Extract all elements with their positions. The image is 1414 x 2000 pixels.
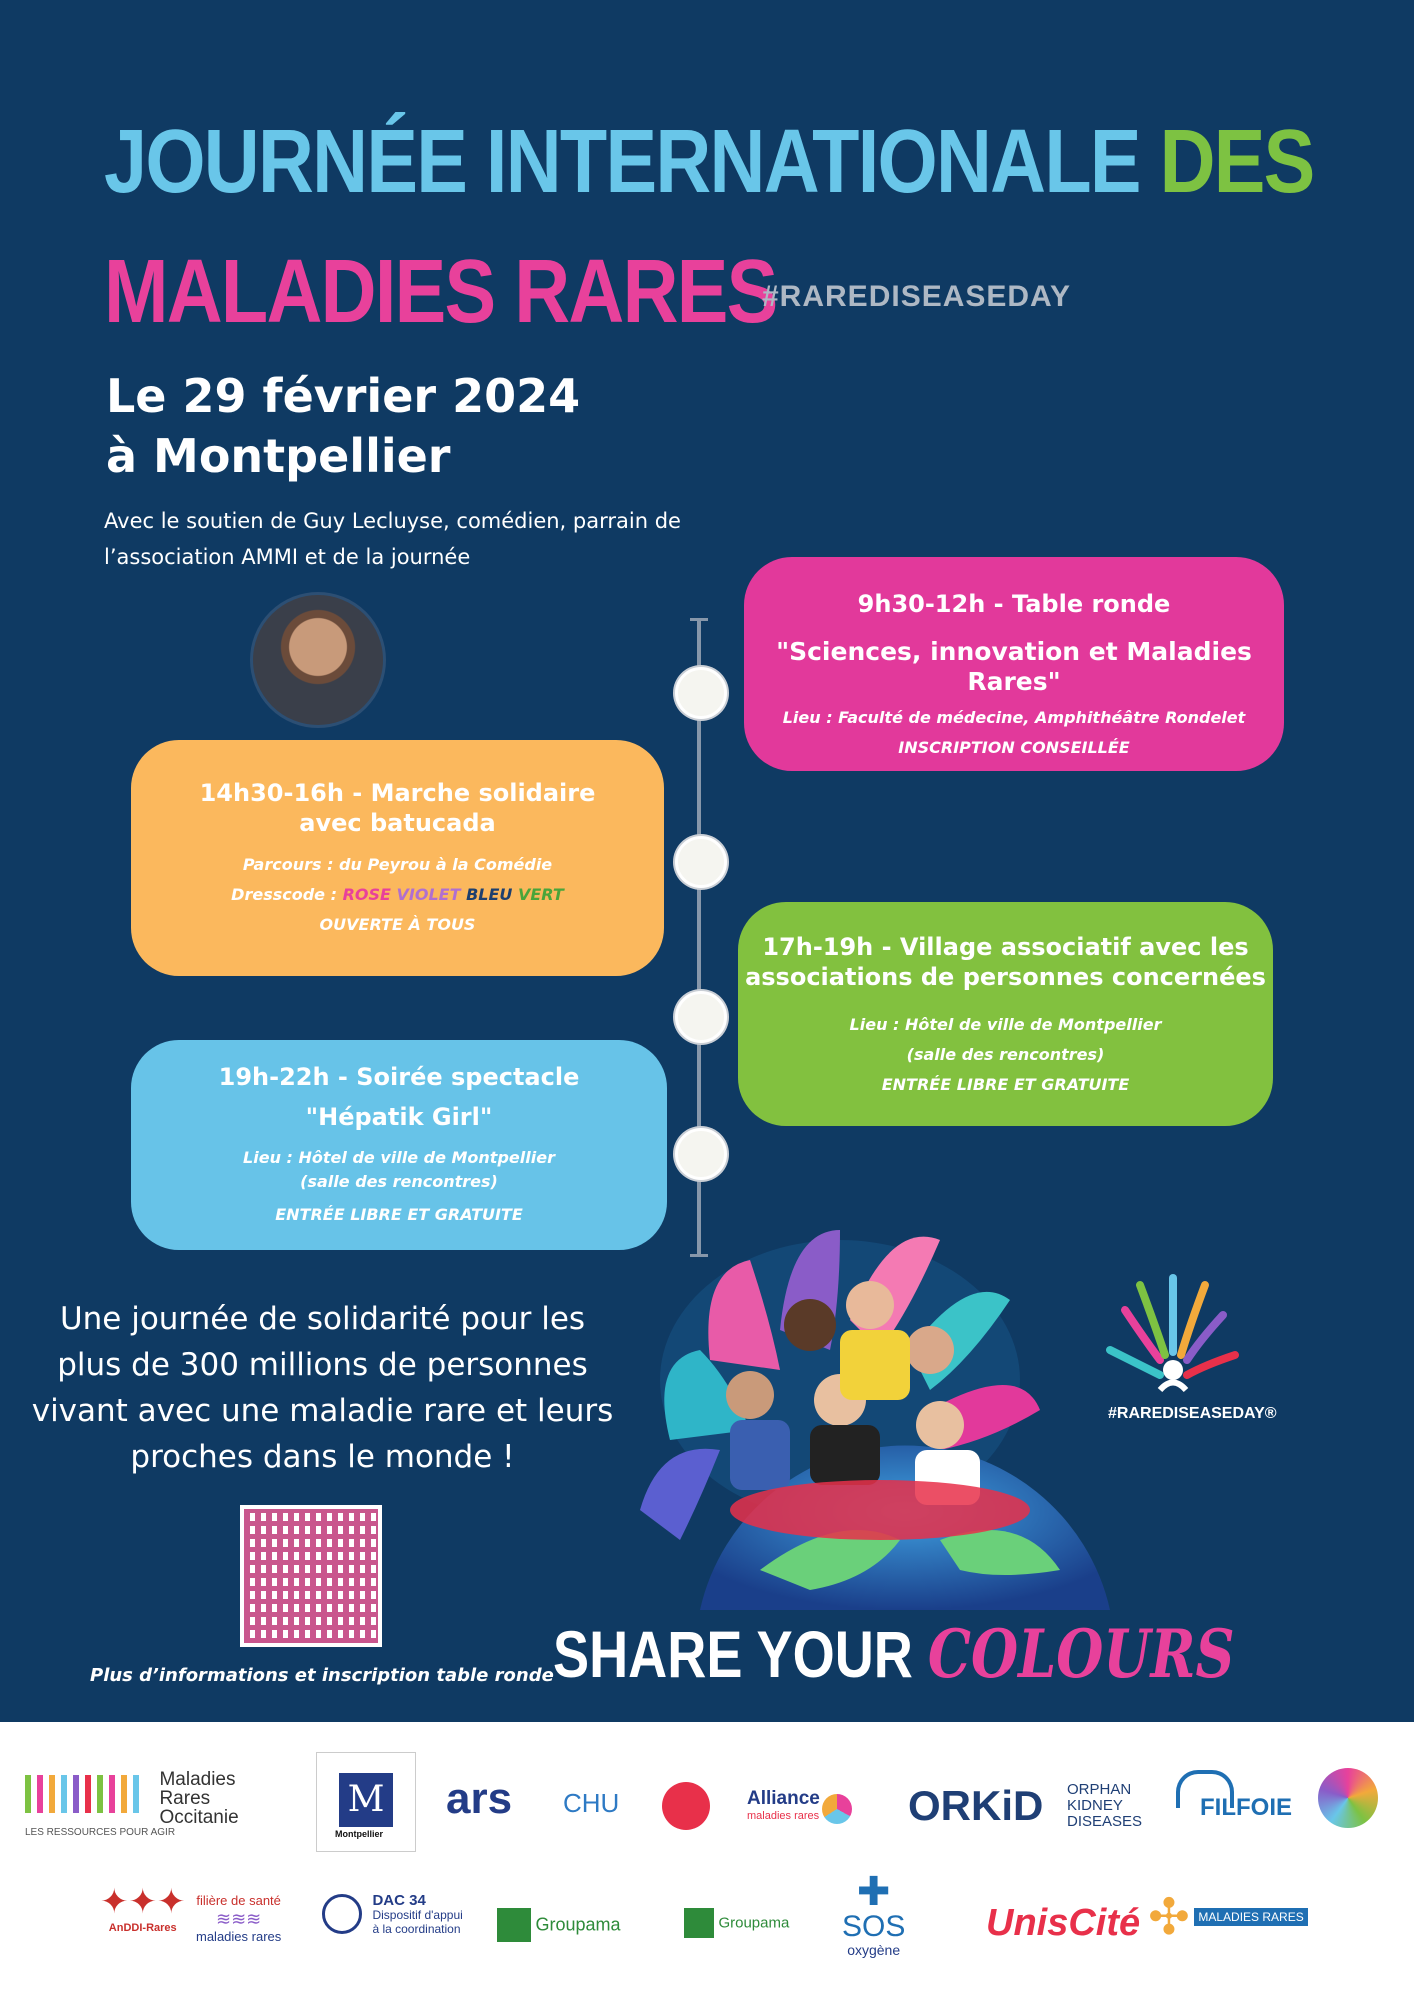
logo-orkid-subtitle: [1067, 1782, 1142, 1830]
logo-text: AnDDI-Rares: [108, 1922, 177, 1934]
logo-text: oxygène: [847, 1942, 901, 1958]
event-place-2: (salle des rencontres): [906, 1045, 1105, 1064]
title-part-1: JOURNÉE INTERNATIONALE: [104, 112, 1140, 212]
logo-plateforme-maladies-rares: [1148, 1888, 1308, 1946]
event-card-spectacle: [131, 1040, 667, 1250]
network-icon: [322, 1894, 362, 1934]
support-text: Avec le soutien de Guy Lecluyse, comédien, parrain de l’association AMMI et de la journée: [104, 509, 681, 569]
event-route: Parcours : du Peyrou à la Comédie: [242, 855, 553, 874]
color-vert: VERT: [517, 885, 564, 904]
timeline-dot: [675, 667, 727, 719]
rare-disease-day-logo-text: #RAREDISEASEDAY®: [1108, 1405, 1277, 1422]
logo-anddi-rares: [100, 1882, 185, 1934]
logo-text: ORPHAN: [1067, 1781, 1132, 1798]
logo-text: MALADIES RARES: [1194, 1908, 1307, 1926]
logo-text: Occitanie: [159, 1807, 239, 1828]
event-note: ENTRÉE LIBRE ET GRATUITE: [275, 1205, 523, 1224]
event-place: Lieu : Hôtel de ville de Montpellier: [849, 1015, 1162, 1034]
date-line-2: à Montpellier: [106, 429, 451, 483]
share-your-colours-tagline: [553, 1615, 1235, 1693]
event-card-marche: [131, 740, 664, 976]
logo-ars: [446, 1774, 512, 1824]
avatar: [250, 592, 386, 728]
cross-shape-icon: ✣: [1148, 1889, 1190, 1945]
logo-text: Alliance: [747, 1788, 820, 1809]
qr-code[interactable]: [240, 1505, 382, 1647]
event-title: 9h30-12h - Table ronde: [857, 590, 1171, 618]
logo-groupama-mediterranee: [497, 1908, 621, 1942]
logo-text: KIDNEY: [1067, 1797, 1123, 1814]
timeline-dot: [675, 836, 727, 888]
logo-text: Maladies: [159, 1769, 236, 1790]
rare-disease-day-logo: [1105, 1270, 1240, 1405]
logo-alliance-maladies-rares: [747, 1788, 820, 1822]
logo-text: SOS: [842, 1910, 906, 1943]
logo-text: maladies rares: [196, 1929, 282, 1944]
logo-chu: [563, 1788, 619, 1819]
logo-montpellier: M Montpellier: [316, 1752, 416, 1852]
event-place: Lieu : Faculté de médecine, Amphithéâtre Rondelet: [782, 708, 1246, 727]
timeline-dot: [675, 991, 727, 1043]
logo-university-icon: [662, 1782, 710, 1830]
logo-text: ORKiD: [908, 1782, 1044, 1829]
logo-orkid: [908, 1782, 1043, 1830]
logo-text: Rares: [159, 1788, 211, 1809]
logo-text: FILFOIE: [1200, 1794, 1292, 1821]
logo-text: Montpellier: [335, 1829, 384, 1839]
event-place-2: (salle des rencontres): [300, 1172, 498, 1191]
logo-dac-34: [322, 1894, 463, 1936]
color-violet: VIOLET: [396, 885, 461, 904]
event-note: ENTRÉE LIBRE ET GRATUITE: [881, 1075, 1130, 1094]
logo-text: CHU: [563, 1788, 620, 1818]
logo-text: Groupama: [535, 1914, 621, 1935]
logo-text: maladies rares: [747, 1810, 820, 1822]
title-line-2: MALADIES RARES: [104, 242, 777, 342]
logo-filfoie: [1176, 1770, 1292, 1822]
sponsors-footer: [0, 1722, 1414, 2000]
solidarity-text: Une journée de solidarité pour les plus de 300 millions de personnes vivant avec une maladie rare et leurs proches dans le monde !: [31, 1301, 614, 1475]
qr-caption: Plus d’informations et inscription table ronde: [90, 1665, 554, 1686]
wave-icon: ≋≋≋: [216, 1909, 262, 1929]
event-note: INSCRIPTION CONSEILLÉE: [898, 738, 1130, 757]
event-title-2: associations de personnes concernées: [745, 963, 1266, 991]
logo-sos-oxygene: [842, 1872, 905, 1958]
event-card-table-ronde: [744, 557, 1284, 771]
logo-uniscite: [986, 1902, 1140, 1945]
color-bleu: BLEU: [466, 885, 513, 904]
event-title: 19h-22h - Soirée spectacle: [218, 1063, 580, 1091]
logo-federation-icon: [1318, 1768, 1378, 1828]
dresscode-label: Dresscode :: [231, 885, 337, 904]
timeline-dot: [675, 1128, 727, 1180]
event-title: 17h-19h - Village associatif avec les: [762, 933, 1249, 961]
dresscode: [131, 880, 664, 910]
logo-fondation-groupama: [684, 1908, 789, 1938]
logo-text: DISEASES: [1067, 1813, 1143, 1830]
event-title: 14h30-16h - Marche solidaire: [199, 779, 596, 807]
event-note: OUVERTE À TOUS: [319, 915, 476, 934]
title-part-2: DES: [1159, 112, 1314, 212]
color-rose: ROSE: [342, 885, 391, 904]
title-line-1: [104, 112, 1314, 212]
bars-icon: [25, 1770, 155, 1820]
tagline-colours: COLOURS: [927, 1615, 1235, 1693]
logo-text: Groupama: [718, 1914, 790, 1932]
event-place: Lieu : Hôtel de ville de Montpellier: [243, 1148, 555, 1167]
logo-text: DAC 34: [372, 1892, 426, 1909]
alliance-icon: [822, 1794, 852, 1824]
logo-maladies-rares-occitanie: [25, 1770, 239, 1838]
cross-icon: ✚: [856, 1870, 891, 1914]
event-subtitle: "Hépatik Girl": [305, 1103, 493, 1131]
hashtag: #RAREDISEASEDAY: [762, 280, 1071, 313]
logo-text: UnisCité: [986, 1902, 1141, 1944]
people-icon: ✦✦✦: [100, 1883, 186, 1921]
logo-text: filière de santé: [196, 1893, 281, 1908]
logo-filiere-sante: [196, 1892, 281, 1946]
event-subtitle: "Sciences, innovation et Maladies Rares": [776, 637, 1252, 696]
event-date: [106, 366, 580, 486]
date-line-1: Le 29 février 2024: [106, 369, 581, 423]
logo-text: ars: [446, 1774, 513, 1823]
event-title-2: avec batucada: [299, 809, 496, 837]
logo-text: Dispositif d'appui: [372, 1908, 463, 1922]
tagline-share-your: SHARE YOUR: [553, 1617, 913, 1691]
event-card-village: [738, 902, 1273, 1126]
logo-text: à la coordination: [372, 1922, 461, 1936]
logo-text: LES RESSOURCES POUR AGIR: [25, 1827, 176, 1838]
